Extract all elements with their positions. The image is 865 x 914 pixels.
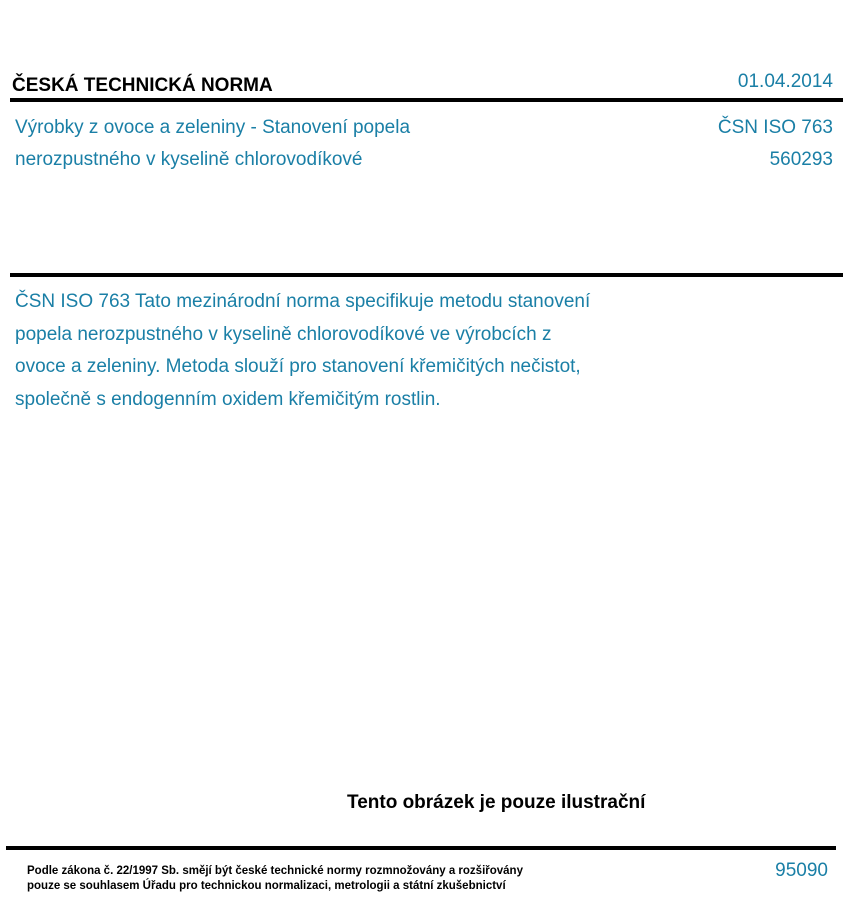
header-divider bbox=[10, 98, 843, 102]
classification-number: 560293 bbox=[769, 149, 833, 170]
footer-legal-line: Podle zákona č. 22/1997 Sb. smějí být české technické normy rozmnožovány a rozšiřovány bbox=[27, 865, 523, 877]
abstract-line: popela nerozpustného v kyselině chlorovodíkové ve výrobcích z bbox=[15, 323, 552, 345]
footer-legal-notice bbox=[27, 864, 523, 894]
document-type-title: ČESKÁ TECHNICKÁ NORMA bbox=[12, 75, 273, 96]
standard-designation: ČSN ISO 763 bbox=[717, 117, 833, 138]
section-divider bbox=[10, 273, 843, 277]
footer-product-code: 95090 bbox=[775, 860, 828, 881]
abstract-line: společně s endogenním oxidem křemičitým rostlin. bbox=[15, 388, 441, 410]
standard-title-line-2: nerozpustného v kyselině chlorovodíkové bbox=[15, 149, 363, 170]
standard-title-line-1: Výrobky z ovoce a zeleniny - Stanovení popela bbox=[15, 117, 411, 138]
footer-legal-line: pouze se souhlasem Úřadu pro technickou normalizaci, metrologii a státní zkušebnictví bbox=[27, 880, 506, 892]
publication-date: 01.04.2014 bbox=[737, 71, 833, 92]
illustration-note: Tento obrázek je pouze ilustrační bbox=[347, 792, 646, 813]
abstract-text bbox=[15, 286, 695, 416]
abstract-line: ovoce a zeleniny. Metoda slouží pro stanovení křemičitých nečistot, bbox=[15, 356, 581, 377]
abstract-line: ČSN ISO 763 Tato mezinárodní norma specifikuje metodu stanovení bbox=[15, 291, 591, 312]
footer-divider bbox=[6, 846, 836, 850]
